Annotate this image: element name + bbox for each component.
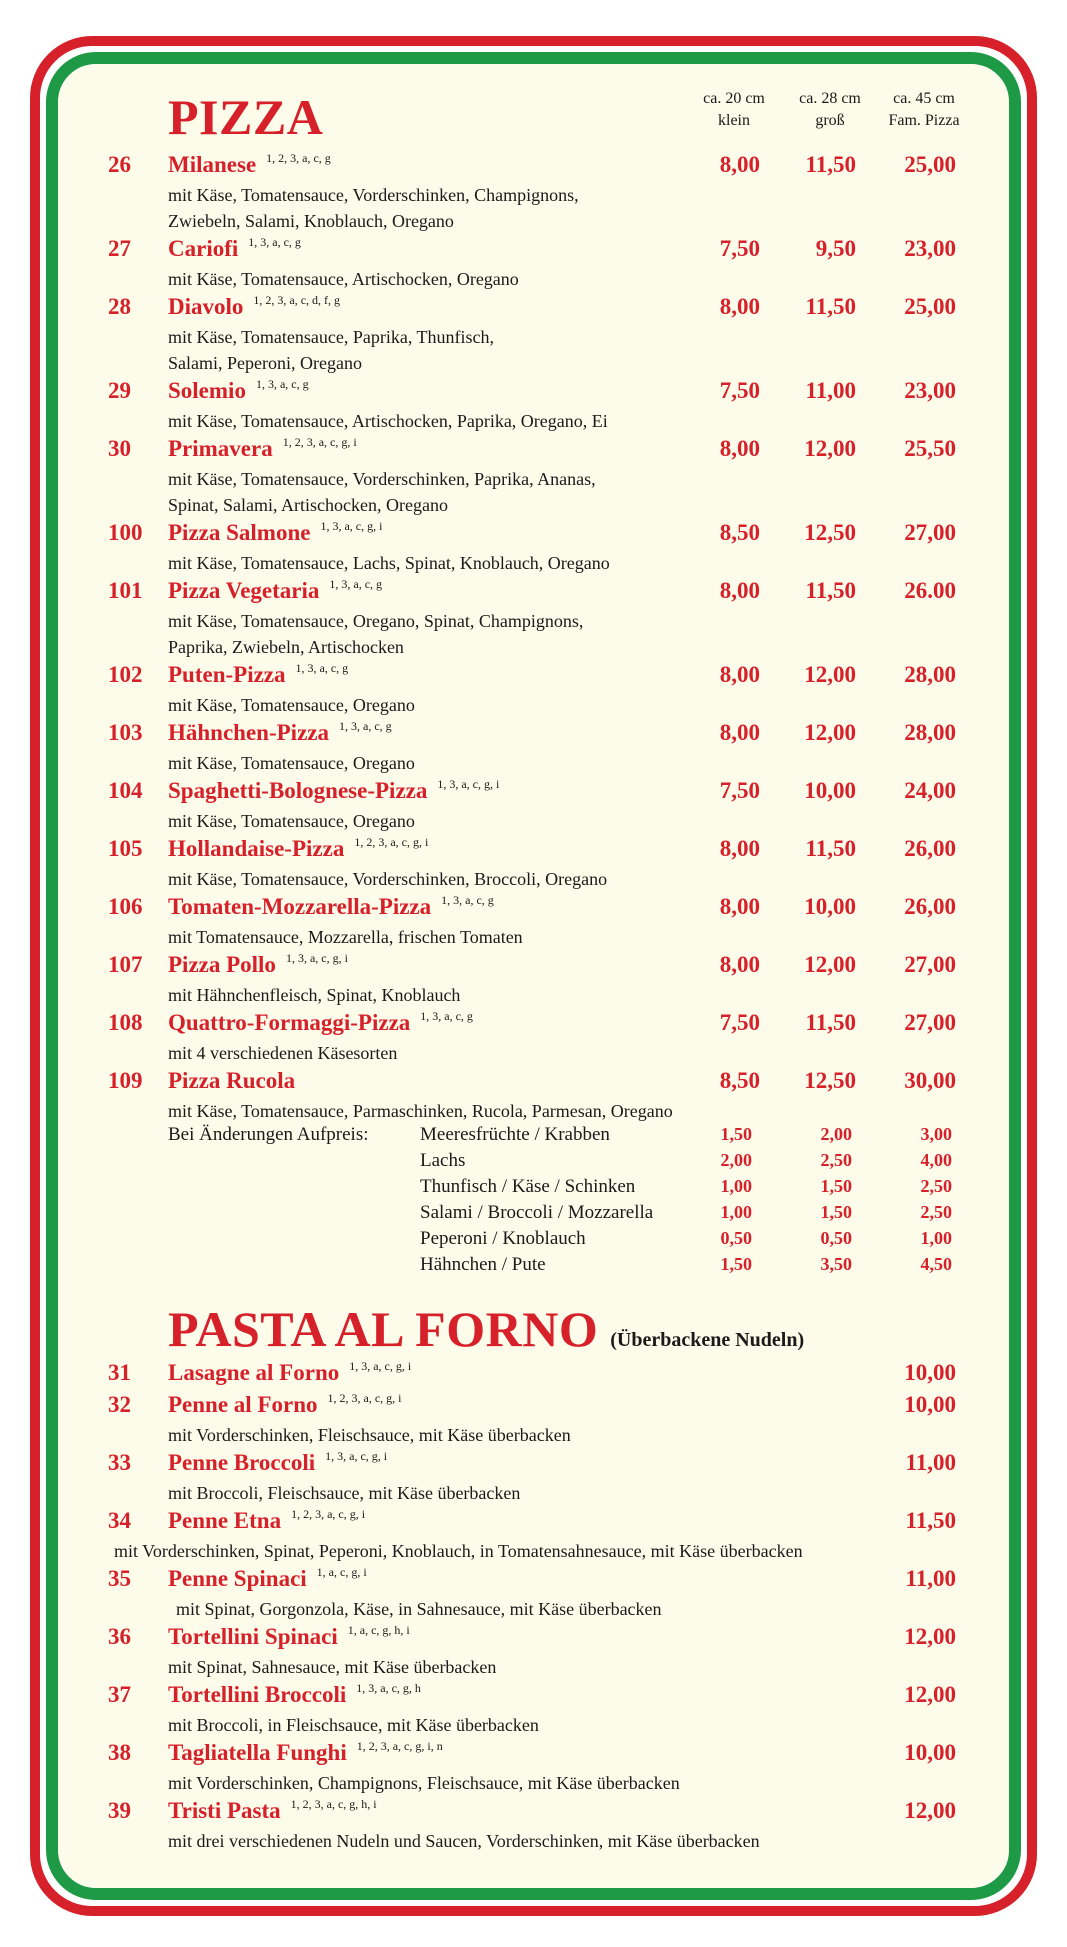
pasta-item-description: mit Broccoli, Fleischsauce, mit Käse überbacken	[168, 1483, 521, 1503]
pizza-item-price: 26.00	[904, 578, 956, 603]
pizza-item-price: 11,50	[805, 294, 856, 319]
pizza-item-heading	[168, 778, 499, 804]
pizza-item-heading	[168, 894, 494, 920]
pizza-item-price: 8,50	[719, 520, 760, 545]
pasta-item-name: Penne Broccoli	[168, 1450, 316, 1475]
pasta-item-number: 33	[108, 1450, 131, 1475]
size-header-large-label: groß	[815, 112, 845, 129]
pizza-item-price: 12,50	[804, 520, 856, 545]
extra-topping-price: 2,50	[920, 1176, 952, 1196]
pizza-item-number: 108	[108, 1010, 143, 1035]
pizza-item-name: Spaghetti-Bolognese-Pizza	[168, 778, 428, 803]
pizza-item-price: 12,00	[804, 436, 856, 461]
pizza-item-price: 26,00	[904, 894, 956, 919]
extra-topping-price: 1,00	[720, 1202, 752, 1222]
pizza-item-price: 25,50	[904, 436, 956, 461]
pizza-item-description: mit Tomatensauce, Mozzarella, frischen Tomaten	[168, 927, 523, 947]
extra-topping-name: Thunfisch / Käse / Schinken	[420, 1176, 636, 1197]
pasta-subtitle: (Überbackene Nudeln)	[610, 1329, 805, 1351]
pizza-item-number: 109	[108, 1068, 143, 1093]
pizza-item-heading	[168, 952, 348, 978]
pasta-item-allergens: 1, a, c, g, i	[316, 1565, 367, 1579]
pasta-item-allergens: 1, 3, a, c, g, i	[349, 1359, 412, 1373]
pasta-item-name: Lasagne al Forno	[168, 1360, 340, 1385]
pizza-item-description: Zwiebeln, Salami, Knoblauch, Oregano	[168, 211, 454, 231]
pizza-item-price: 28,00	[904, 662, 956, 687]
pizza-item-price: 23,00	[904, 378, 956, 403]
pizza-item-name: Milanese	[168, 152, 257, 177]
pizza-item-number: 105	[108, 836, 143, 861]
pizza-item-price: 27,00	[904, 1010, 956, 1035]
extra-topping-price: 0,50	[720, 1228, 752, 1248]
pizza-item-name: Diavolo	[168, 294, 244, 319]
pizza-item-description: Salami, Peperoni, Oregano	[168, 353, 362, 373]
pizza-item-description: mit Hähnchenfleisch, Spinat, Knoblauch	[168, 985, 461, 1005]
pasta-item-allergens: 1, 2, 3, a, c, g, i, n	[356, 1739, 443, 1753]
pizza-item-description: mit Käse, Tomatensauce, Artischocken, Oregano	[168, 269, 519, 289]
pasta-item-name: Penne Etna	[168, 1508, 282, 1533]
pizza-item-description: mit Käse, Tomatensauce, Oregano	[168, 753, 415, 773]
pizza-item-price: 26,00	[904, 836, 956, 861]
pizza-item-heading	[168, 294, 340, 320]
pizza-item-description: mit Käse, Tomatensauce, Vorderschinken, Champignons,	[168, 185, 579, 205]
pasta-item-heading	[168, 1682, 421, 1708]
pizza-item-price: 9,50	[815, 236, 856, 261]
pizza-item-price: 23,00	[904, 236, 956, 261]
pasta-item-price: 12,00	[904, 1798, 956, 1823]
pizza-item-allergens: 1, 3, a, c, g	[255, 377, 309, 391]
pizza-item-description: Paprika, Zwiebeln, Artischocken	[168, 637, 404, 657]
pasta-item-description: mit Vorderschinken, Fleischsauce, mit Käse überbacken	[168, 1425, 571, 1445]
extra-topping-price: 1,50	[820, 1202, 852, 1222]
pizza-item-price: 8,00	[719, 662, 760, 687]
pizza-item-name: Pizza Vegetaria	[168, 578, 320, 603]
pizza-item-price: 12,00	[804, 720, 856, 745]
pizza-item-price: 8,00	[719, 436, 760, 461]
pizza-item-price: 24,00	[904, 778, 956, 803]
pizza-item-price: 11,00	[805, 378, 856, 403]
pizza-item-number: 104	[108, 778, 143, 803]
pizza-item-number: 101	[108, 578, 143, 603]
pasta-item-description: mit Vorderschinken, Spinat, Peperoni, Knoblauch, in Tomatensahnesauce, mit Käse überbacken	[114, 1541, 803, 1561]
pasta-item-allergens: 1, 3, a, c, g, i	[325, 1449, 388, 1463]
pizza-item-description: mit Käse, Tomatensauce, Vorderschinken, Broccoli, Oregano	[168, 869, 608, 889]
pizza-item-price: 8,00	[719, 894, 760, 919]
pizza-item-price: 7,50	[719, 236, 760, 261]
pasta-item-number: 32	[108, 1392, 131, 1417]
pizza-item-name: Puten-Pizza	[168, 662, 286, 687]
pasta-item-description: mit drei verschiedenen Nudeln und Saucen, Vorderschinken, mit Käse überbacken	[168, 1831, 760, 1851]
pasta-item-heading	[168, 1798, 377, 1824]
pizza-item-allergens: 1, 3, a, c, g	[295, 661, 349, 675]
pizza-item-number: 27	[108, 236, 131, 261]
pizza-item-allergens: 1, 2, 3, a, c, d, f, g	[253, 293, 341, 307]
pizza-item-allergens: 1, 2, 3, a, c, g, i	[354, 835, 429, 849]
size-header-family-dimension: ca. 45 cm	[893, 90, 955, 107]
pizza-item-description: mit Käse, Tomatensauce, Vorderschinken, Paprika, Ananas,	[168, 469, 596, 489]
pizza-item-heading	[168, 152, 331, 178]
pizza-item-description: mit Käse, Tomatensauce, Oregano	[168, 811, 415, 831]
extra-topping-name: Peperoni / Knoblauch	[420, 1228, 586, 1249]
pizza-item-price: 12,50	[804, 1068, 856, 1093]
pasta-item-number: 35	[108, 1566, 131, 1591]
pizza-item-heading	[168, 836, 428, 862]
pizza-item-heading	[168, 520, 382, 546]
pizza-item-number: 29	[108, 378, 131, 403]
pizza-item-allergens: 1, 3, a, c, g, i	[320, 519, 383, 533]
pasta-item-heading	[168, 1740, 443, 1766]
pizza-item-price: 12,00	[804, 662, 856, 687]
pizza-item-price: 11,50	[805, 578, 856, 603]
size-header-small-dimension: ca. 20 cm	[703, 90, 765, 107]
pizza-item-price: 7,50	[719, 378, 760, 403]
pasta-item-description: mit Spinat, Gorgonzola, Käse, in Sahnesauce, mit Käse überbacken	[176, 1599, 662, 1619]
pasta-item-name: Tortellini Broccoli	[168, 1682, 347, 1707]
pizza-item-price: 28,00	[904, 720, 956, 745]
pizza-item-price: 7,50	[719, 1010, 760, 1035]
pasta-item-price: 11,00	[905, 1450, 956, 1475]
pizza-item-number: 26	[108, 152, 131, 177]
pizza-item-price: 27,00	[904, 952, 956, 977]
extra-topping-price: 4,50	[920, 1254, 952, 1274]
pizza-item-number: 106	[108, 894, 143, 919]
extra-topping-price: 3,00	[920, 1124, 952, 1144]
pizza-item-price: 8,00	[719, 152, 760, 177]
pizza-title: PIZZA	[168, 89, 324, 145]
extra-topping-price: 1,00	[920, 1228, 952, 1248]
pizza-item-name: Quattro-Formaggi-Pizza	[168, 1010, 411, 1035]
extras-label: Bei Änderungen Aufpreis:	[168, 1124, 369, 1145]
extra-topping-price: 2,00	[720, 1150, 752, 1170]
pasta-item-description: mit Broccoli, in Fleischsauce, mit Käse überbacken	[168, 1715, 539, 1735]
pasta-item-allergens: 1, 2, 3, a, c, g, i	[291, 1507, 366, 1521]
extra-topping-price: 2,50	[820, 1150, 852, 1170]
pizza-item-number: 28	[108, 294, 131, 319]
extra-topping-price: 1,00	[720, 1176, 752, 1196]
extra-topping-price: 4,00	[920, 1150, 952, 1170]
pasta-item-number: 34	[108, 1508, 131, 1533]
pizza-item-description: mit Käse, Tomatensauce, Oregano, Spinat, Champignons,	[168, 611, 584, 631]
extra-topping-price: 3,50	[820, 1254, 852, 1274]
pizza-item-allergens: 1, 2, 3, a, c, g	[266, 151, 331, 165]
pizza-item-price: 25,00	[904, 152, 956, 177]
pizza-item-name: Solemio	[168, 378, 246, 403]
pizza-item-heading	[168, 1010, 473, 1036]
pasta-item-allergens: 1, 2, 3, a, c, g, h, i	[290, 1797, 377, 1811]
pasta-item-heading	[168, 1450, 387, 1476]
pasta-item-heading	[168, 1392, 402, 1418]
size-header-family-label: Fam. Pizza	[888, 112, 960, 129]
pizza-item-heading	[168, 1068, 295, 1094]
extra-topping-name: Lachs	[420, 1150, 466, 1171]
extra-topping-price: 0,50	[820, 1228, 852, 1248]
pasta-item-number: 31	[108, 1360, 131, 1385]
pizza-item-price: 27,00	[904, 520, 956, 545]
pizza-item-allergens: 1, 3, a, c, g	[329, 577, 383, 591]
pizza-item-description: mit Käse, Tomatensauce, Artischocken, Paprika, Oregano, Ei	[168, 411, 608, 431]
pasta-heading	[168, 1300, 804, 1358]
pasta-item-price: 11,00	[905, 1566, 956, 1591]
pizza-item-price: 8,50	[719, 1068, 760, 1093]
pasta-item-price: 10,00	[904, 1740, 956, 1765]
size-header-small-label: klein	[718, 112, 750, 129]
pasta-item-number: 37	[108, 1682, 131, 1707]
size-header-family	[874, 88, 974, 132]
pasta-item-price: 10,00	[904, 1360, 956, 1385]
pasta-item-heading	[168, 1360, 411, 1386]
extra-topping-price: 1,50	[720, 1124, 752, 1144]
pizza-item-price: 10,00	[804, 778, 856, 803]
pasta-item-heading	[168, 1566, 367, 1592]
pasta-item-number: 38	[108, 1740, 131, 1765]
pasta-item-price: 12,00	[904, 1682, 956, 1707]
pasta-item-name: Tortellini Spinaci	[168, 1624, 338, 1649]
pasta-item-allergens: 1, 3, a, c, g, h	[356, 1681, 421, 1695]
pizza-item-price: 30,00	[904, 1068, 956, 1093]
pizza-item-description: mit Käse, Tomatensauce, Lachs, Spinat, Knoblauch, Oregano	[168, 553, 610, 573]
extra-topping-name: Hähnchen / Pute	[420, 1254, 546, 1275]
pizza-item-allergens: 1, 2, 3, a, c, g, i	[282, 435, 357, 449]
pizza-item-description: Spinat, Salami, Artischocken, Oregano	[168, 495, 448, 515]
extra-topping-name: Salami / Broccoli / Mozzarella	[420, 1202, 654, 1223]
pizza-item-name: Cariofi	[168, 236, 239, 261]
pizza-item-allergens: 1, 3, a, c, g	[420, 1009, 473, 1023]
pasta-item-number: 39	[108, 1798, 131, 1823]
size-header-small	[684, 88, 784, 132]
size-header-large-dimension: ca. 28 cm	[799, 90, 861, 107]
pizza-item-price: 11,50	[805, 152, 856, 177]
extra-topping-name: Meeresfrüchte / Krabben	[420, 1124, 610, 1145]
pasta-item-price: 12,00	[904, 1624, 956, 1649]
pizza-item-number: 102	[108, 662, 143, 687]
size-header-large	[780, 88, 880, 132]
pizza-item-heading	[168, 662, 348, 688]
pizza-item-number: 107	[108, 952, 143, 977]
extra-topping-price: 2,50	[920, 1202, 952, 1222]
pasta-item-heading	[168, 1624, 410, 1650]
pizza-item-description: mit Käse, Tomatensauce, Parmaschinken, Rucola, Parmesan, Oregano	[168, 1101, 673, 1121]
pasta-item-heading	[168, 1508, 365, 1534]
pasta-item-allergens: 1, 2, 3, a, c, g, i	[327, 1391, 402, 1405]
pizza-item-price: 10,00	[804, 894, 856, 919]
pizza-item-price: 11,50	[805, 1010, 856, 1035]
pasta-item-price: 11,50	[905, 1508, 956, 1533]
pizza-item-price: 8,00	[719, 720, 760, 745]
pizza-item-description: mit Käse, Tomatensauce, Oregano	[168, 695, 415, 715]
pizza-item-heading	[168, 720, 392, 746]
pizza-item-price: 12,00	[804, 952, 856, 977]
pizza-item-allergens: 1, 3, a, c, g, i	[437, 777, 500, 791]
pasta-item-price: 10,00	[904, 1392, 956, 1417]
extra-topping-price: 1,50	[820, 1176, 852, 1196]
pasta-item-name: Tagliatella Funghi	[168, 1740, 347, 1765]
pasta-item-description: mit Vorderschinken, Champignons, Fleischsauce, mit Käse überbacken	[168, 1773, 680, 1793]
pizza-item-allergens: 1, 3, a, c, g, i	[285, 951, 348, 965]
extra-topping-price: 2,00	[820, 1124, 852, 1144]
pizza-item-allergens: 1, 3, a, c, g	[441, 893, 494, 907]
pasta-item-description: mit Spinat, Sahnesauce, mit Käse überbacken	[168, 1657, 497, 1677]
pizza-item-heading	[168, 236, 301, 262]
pasta-title: PASTA AL FORNO	[168, 1301, 599, 1357]
pizza-item-number: 103	[108, 720, 143, 745]
pizza-item-name: Primavera	[168, 436, 273, 461]
pizza-item-name: Pizza Pollo	[168, 952, 276, 977]
pizza-item-description: mit Käse, Tomatensauce, Paprika, Thunfisch,	[168, 327, 494, 347]
pizza-item-price: 8,00	[719, 836, 760, 861]
pizza-item-price: 8,00	[719, 578, 760, 603]
extra-topping-price: 1,50	[720, 1254, 752, 1274]
pizza-item-price: 25,00	[904, 294, 956, 319]
pasta-item-name: Penne al Forno	[168, 1392, 318, 1417]
pizza-item-name: Pizza Salmone	[168, 520, 311, 545]
pizza-item-name: Hollandaise-Pizza	[168, 836, 345, 861]
pizza-item-price: 8,00	[719, 952, 760, 977]
pizza-item-number: 100	[108, 520, 143, 545]
pizza-item-heading	[168, 436, 357, 462]
pizza-item-heading	[168, 578, 382, 604]
pizza-item-name: Tomaten-Mozzarella-Pizza	[168, 894, 432, 919]
pasta-item-name: Penne Spinaci	[168, 1566, 307, 1591]
pasta-item-allergens: 1, a, c, g, h, i	[347, 1623, 410, 1637]
pasta-item-name: Tristi Pasta	[168, 1798, 281, 1823]
pizza-item-price: 11,50	[805, 836, 856, 861]
pizza-item-heading	[168, 378, 309, 404]
pasta-item-number: 36	[108, 1624, 131, 1649]
pizza-item-name: Pizza Rucola	[168, 1068, 296, 1093]
pizza-item-description: mit 4 verschiedenen Käsesorten	[168, 1043, 398, 1063]
pizza-item-allergens: 1, 3, a, c, g	[339, 719, 392, 733]
pizza-item-price: 8,00	[719, 294, 760, 319]
pizza-item-name: Hähnchen-Pizza	[168, 720, 329, 745]
pizza-item-number: 30	[108, 436, 131, 461]
pizza-item-allergens: 1, 3, a, c, g	[248, 235, 301, 249]
pizza-item-price: 7,50	[719, 778, 760, 803]
